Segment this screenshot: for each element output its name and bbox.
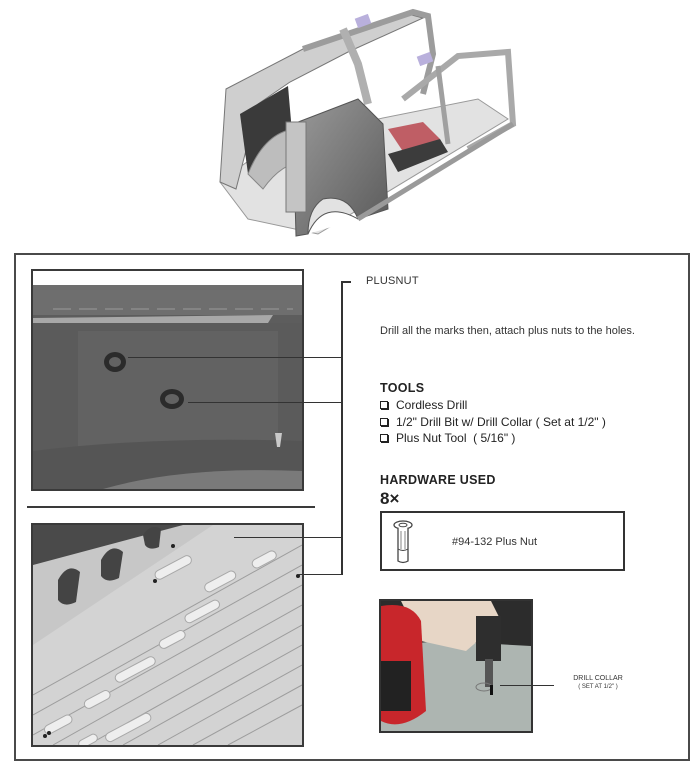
tools-list (380, 397, 606, 447)
van-frame-illustration (208, 4, 520, 240)
hole-mark-1 (104, 352, 126, 372)
tools-heading: TOOLS (380, 381, 425, 395)
tool-label: 1/2" Drill Bit w/ Drill Collar ( Set at 1/2" ) (396, 414, 606, 429)
leader-line-hole-2 (188, 402, 342, 403)
tool-item (380, 414, 606, 431)
drill-collar-label: DRILL COLLAR (573, 675, 623, 682)
hardware-quantity: 8× (380, 489, 400, 508)
leader-line-drill-collar (500, 685, 554, 686)
checkbox-icon[interactable] (380, 434, 388, 442)
cargo-floor-photo (31, 523, 304, 747)
instruction-text: Drill all the marks then, attach plus nuts to the holes. (380, 325, 635, 337)
tool-label: Plus Nut Tool ( 5/16" ) (396, 431, 516, 445)
checkbox-icon[interactable] (380, 401, 388, 409)
drilling-photo (379, 599, 533, 733)
drill-collar-sublabel: ( SET AT 1/2" ) (578, 684, 618, 690)
checkbox-icon[interactable] (380, 418, 388, 426)
drill-collar-callout (566, 674, 630, 692)
leader-line-floor-1 (234, 537, 342, 538)
plus-nut-icon (392, 519, 414, 570)
leader-line-hole-1 (128, 357, 342, 358)
tool-item (380, 430, 606, 447)
hardware-item-label: #94-132 Plus Nut (452, 536, 537, 548)
hardware-heading: HARDWARE USED (380, 473, 496, 487)
leader-bracket-top (341, 281, 351, 283)
tool-item (380, 397, 606, 414)
door-panel-photo (31, 269, 304, 491)
plusnut-callout-label: PLUSNUT (366, 275, 419, 287)
section-divider (27, 506, 315, 508)
leader-bracket-vertical (341, 281, 343, 575)
hole-mark-2 (160, 389, 184, 409)
leader-line-floor-2 (297, 574, 342, 575)
tool-label: Cordless Drill (396, 398, 468, 412)
